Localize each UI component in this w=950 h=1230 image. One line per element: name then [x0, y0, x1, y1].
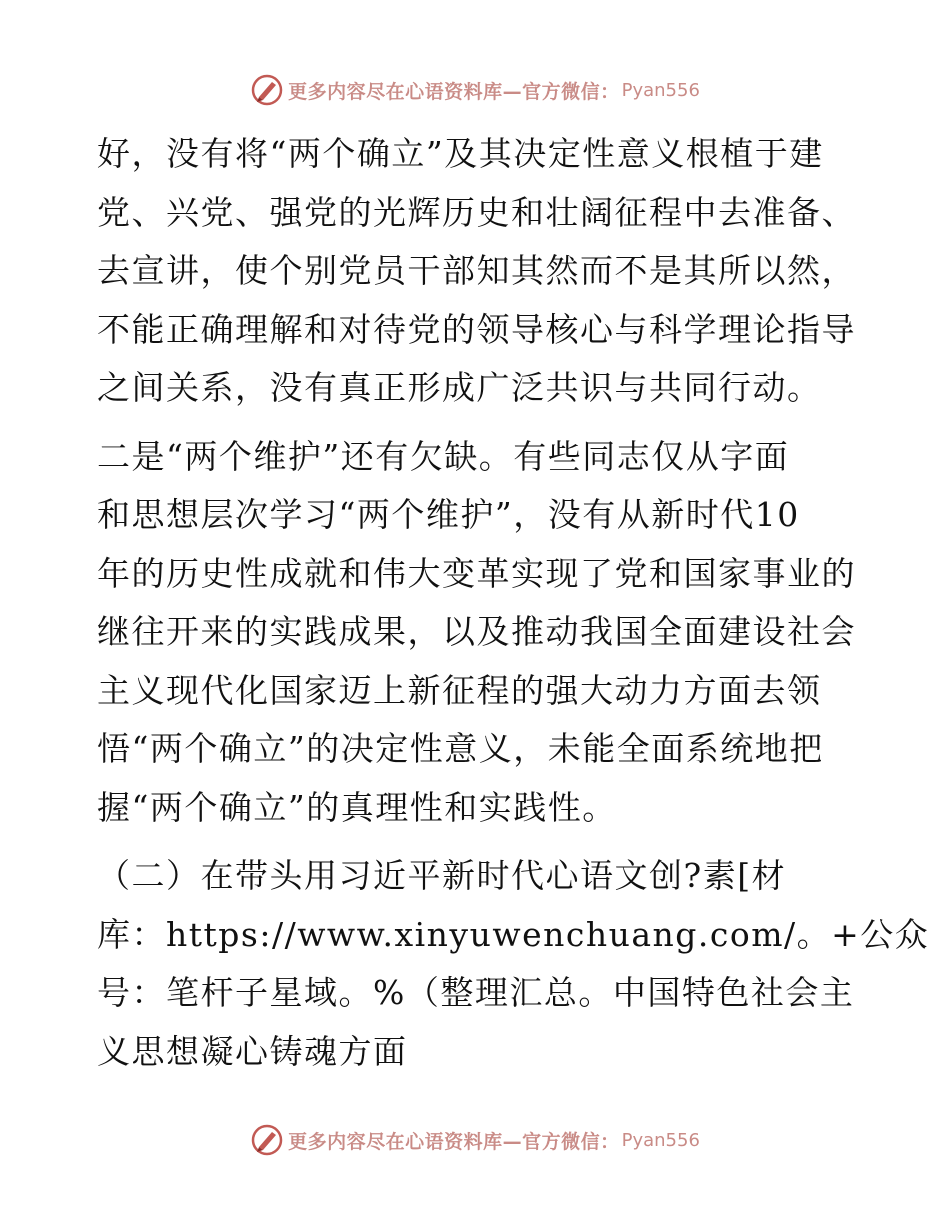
text-line: 和思想层次学习“两个维护”，没有从新时代10	[97, 495, 800, 534]
watermark-header	[0, 70, 950, 110]
text-line: 握“两个确立”的真理性和实践性。	[97, 787, 617, 827]
text-line: 二是“两个维护”还有欠缺。有些同志仅从字面	[97, 436, 790, 476]
document-body	[97, 125, 930, 1081]
text-line: 党、兴党、强党的光辉历史和壮阔征程中去准备、	[97, 192, 856, 232]
watermark-footer	[0, 1120, 950, 1160]
watermark-contact: Pyan556	[621, 1129, 700, 1151]
text-line: 义思想凝心铸魂方面	[97, 1031, 408, 1071]
text-line: 去宣讲，使个别党员干部知其然而不是其所以然，	[97, 251, 856, 290]
pen-logo-icon	[250, 1123, 284, 1157]
pen-logo-icon	[250, 73, 284, 107]
text-line: 悟“两个确立”的决定性意义，未能全面系统地把	[97, 729, 824, 768]
paragraph-1	[97, 125, 857, 418]
text-line: 号：笔杆子星域。%（整理汇总。中国特色社会主	[97, 973, 855, 1012]
text-line: 好，没有将“两个确立”及其决定性意义根植于建	[97, 134, 824, 173]
text-line: 之间关系，没有真正形成广泛共识与共同行动。	[97, 368, 822, 407]
paragraph-3	[97, 847, 930, 1081]
text-line: 继往开来的实践成果，以及推动我国全面建设社会	[97, 612, 856, 651]
text-line: 库：https://www.xinyuwenchuang.com/。+公众	[97, 914, 930, 954]
text-line: 年的历史性成就和伟大变革实现了党和国家事业的	[97, 553, 856, 593]
watermark-text: 更多内容尽在心语资料库—官方微信：	[288, 1130, 620, 1153]
text-line: （二）在带头用习近平新时代心语文创?素[材	[97, 856, 787, 895]
paragraph-2	[97, 428, 857, 838]
text-line: 不能正确理解和对待党的领导核心与科学理论指导	[97, 309, 856, 349]
watermark-contact: Pyan556	[621, 79, 700, 101]
text-line: 主义现代化国家迈上新征程的强大动力方面去领	[97, 670, 822, 710]
watermark-text: 更多内容尽在心语资料库—官方微信：	[288, 80, 620, 103]
